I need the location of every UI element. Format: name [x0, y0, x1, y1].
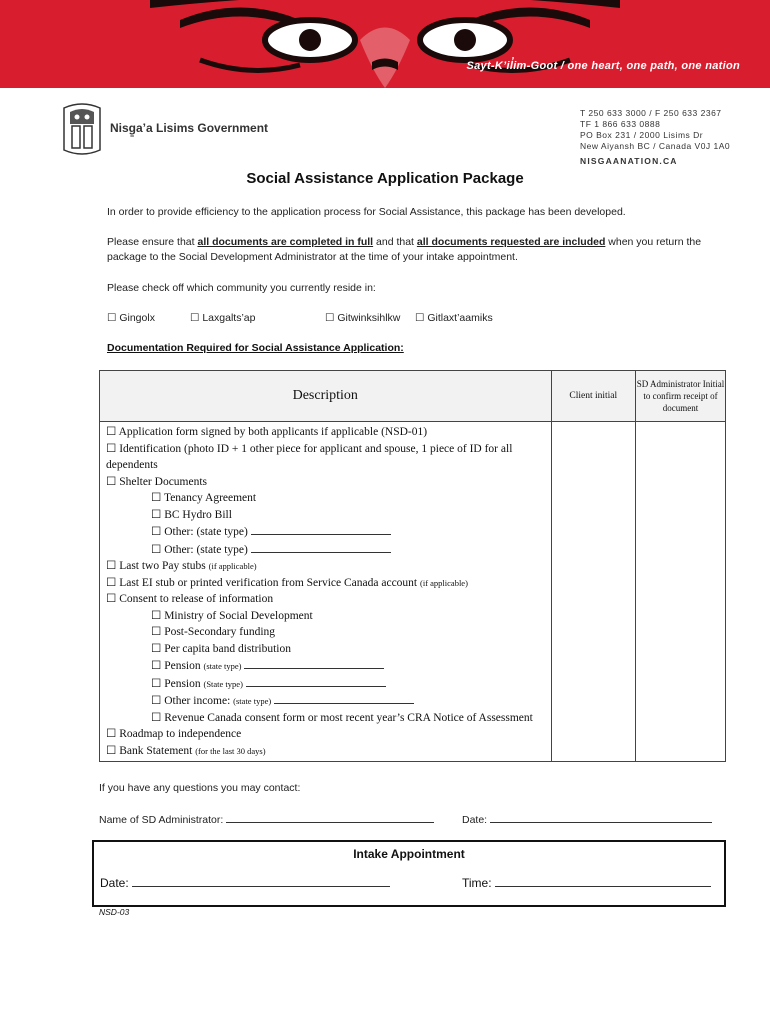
checklist-item[interactable] [106, 474, 545, 491]
form-code: NSD-03 [99, 907, 130, 917]
checklist-item-label: Other: (state type) [164, 543, 248, 556]
checklist-item-label: Ministry of Social Development [164, 609, 313, 622]
community-label: Laxgalts’ap [202, 312, 256, 324]
intro-text: In order to provide efficiency to the application process for Social Assistance, this package has been developed. [107, 206, 626, 218]
checklist-item-label: Other: (state type) [164, 526, 248, 538]
intake-time-line[interactable] [495, 876, 711, 887]
intake-title: Intake Appointment [353, 847, 465, 861]
sd-date-field[interactable] [462, 812, 712, 826]
contact-line: T 250 633 3000 / F 250 633 2367 [580, 108, 722, 118]
ensure-part: Please ensure that [107, 236, 198, 248]
community-prompt: Please check off which community you currently reside in: [107, 282, 376, 294]
contact-line: New Aiyansh BC / Canada V0J 1A0 [580, 141, 731, 151]
table-header-row [100, 371, 726, 422]
fill-in-blank[interactable] [244, 657, 384, 669]
checkbox-icon[interactable]: ☐ [151, 660, 165, 672]
checklist-item[interactable] [106, 558, 545, 575]
checklist-item-label: Identification (photo ID + 1 other piece for applicant and spouse, 1 piece of ID for all dependents [106, 442, 513, 471]
ensure-text [107, 235, 717, 265]
org-name: Nisg̱a’a Lisims Government [110, 121, 269, 135]
questions-text: If you have any questions you may contact: [99, 782, 301, 794]
checkbox-icon[interactable]: ☐ [151, 508, 165, 521]
sd-name-label: Name of SD Administrator: [99, 814, 224, 826]
intake-date-label: Date: [100, 876, 129, 890]
sd-name-line[interactable] [226, 812, 434, 823]
checkbox-icon[interactable]: ☐ [106, 728, 120, 740]
description-cell [100, 422, 552, 762]
checkbox-icon[interactable]: ☐ [151, 626, 165, 638]
checkbox-icon[interactable]: ☐ [151, 711, 165, 724]
checklist-item[interactable] [106, 710, 545, 727]
checklist-item[interactable] [106, 743, 545, 760]
page-title: Social Assistance Application Package [246, 170, 524, 187]
checkbox-icon[interactable]: ☐ [151, 492, 164, 504]
checklist-item-label: Bank Statement [119, 744, 193, 757]
contact-line: PO Box 231 / 2000 Lisims Dr [580, 130, 704, 140]
checkbox-icon[interactable]: ☐ [151, 609, 165, 622]
checklist-item[interactable] [106, 591, 545, 608]
checklist-item[interactable] [106, 424, 545, 441]
checklist-item[interactable] [106, 641, 545, 658]
fill-in-blank[interactable] [251, 541, 391, 553]
tagline: Sayt-K’il̓im-Goot / one heart, one path, one nation [466, 60, 740, 72]
contact-info [580, 108, 730, 167]
checklist-item-label: Revenue Canada consent form or most recent year’s CRA Notice of Assessment [164, 711, 533, 724]
checklist-item-note: (for the last 30 days) [195, 745, 266, 756]
checklist-item-label: Consent to release of information [119, 593, 274, 605]
checklist-item-label: Roadmap to independence [119, 728, 242, 740]
checkbox-icon[interactable]: ☐ [106, 475, 120, 488]
checklist-item[interactable] [106, 608, 545, 625]
sd-date-line[interactable] [490, 812, 712, 823]
community-option[interactable]: ☐ Laxgalts’ap [190, 312, 256, 324]
fill-in-blank[interactable] [246, 675, 386, 687]
fill-in-blank[interactable] [274, 692, 414, 704]
checklist-item[interactable] [106, 692, 545, 710]
checklist-item[interactable] [106, 624, 545, 641]
checklist-item-label: BC Hydro Bill [164, 508, 232, 521]
sd-admin-header: SD Administrator Initial to confirm receipt of document [635, 371, 725, 422]
checkbox-icon[interactable]: ☐ [106, 560, 120, 572]
intake-time-field[interactable] [462, 876, 711, 890]
checklist-item[interactable] [106, 541, 545, 559]
documents-table [99, 370, 726, 762]
checklist-item[interactable] [106, 507, 545, 524]
checklist-item-note: (if applicable) [420, 577, 468, 588]
checklist-item-label: Application form signed by both applicants if applicable (NSD-01) [118, 426, 428, 438]
checkbox-icon[interactable]: ☐ [151, 543, 165, 556]
checklist-item-label: Post-Secondary funding [164, 626, 276, 638]
description-header: Description [100, 371, 552, 422]
ensure-emphasis: all documents requested are included [416, 236, 606, 248]
checklist-item-note: (State type) [203, 678, 243, 689]
checklist-item-label: Pension [164, 677, 201, 690]
checkbox-icon[interactable]: ☐ [151, 526, 165, 538]
contact-line: TF 1 866 633 0888 [580, 119, 661, 129]
intake-time-label: Time: [462, 876, 492, 890]
checkbox-icon[interactable]: ☐ [151, 695, 165, 707]
intake-appointment-box [92, 840, 726, 907]
sd-admin-cell[interactable] [635, 422, 725, 762]
checklist-item-label: Shelter Documents [119, 475, 208, 488]
checklist-item[interactable] [106, 675, 545, 693]
community-option[interactable]: ☐ Gitlaxt’aamiks [415, 312, 493, 324]
checkbox-icon[interactable]: ☐ [151, 642, 165, 655]
checklist-item-label: Pension [164, 660, 201, 672]
checklist-item-label: Per capita band distribution [164, 642, 291, 655]
ensure-part: and that [373, 236, 417, 248]
documentation-heading: Documentation Required for Social Assistance Application: [107, 342, 404, 354]
fill-in-blank[interactable] [251, 523, 391, 535]
checklist-item[interactable] [106, 441, 545, 474]
checkbox-icon[interactable]: ☐ [106, 576, 120, 589]
checkbox-icon[interactable]: ☐ [106, 442, 120, 455]
header-banner [0, 0, 770, 88]
checkbox-icon[interactable]: ☐ [151, 677, 165, 690]
intake-date-field[interactable] [100, 876, 390, 890]
community-label: Gitwinksihlkw [337, 312, 401, 324]
website: NISGAANATION.CA [580, 156, 678, 166]
nisgaa-crest-logo [62, 102, 102, 156]
community-label: Gitlaxt’aamiks [427, 312, 493, 324]
checkbox-icon[interactable]: ☐ [106, 744, 120, 757]
intake-date-line[interactable] [132, 876, 390, 887]
community-option[interactable]: ☐ Gingolx [107, 312, 155, 324]
mask-artwork [0, 0, 770, 88]
sd-date-label: Date: [462, 814, 488, 826]
checkbox-icon[interactable]: ☐ [106, 426, 119, 438]
checklist-item-note: (state type) [203, 661, 242, 671]
table-body-row [100, 422, 726, 762]
checklist-item[interactable] [106, 657, 545, 675]
checklist-item-note: (state type) [233, 696, 272, 706]
ensure-part: when you return the package to the Social Development Administrator at the time of your intake appointment. [107, 236, 702, 263]
checklist-item-label: Other income: [164, 695, 231, 707]
client-initial-cell[interactable] [551, 422, 635, 762]
checklist-item[interactable] [106, 523, 545, 541]
checklist-item-note: (if applicable) [208, 561, 257, 571]
checklist-item-label: Tenancy Agreement [163, 492, 257, 504]
checklist-item[interactable] [106, 490, 545, 507]
sd-name-field[interactable] [99, 812, 434, 826]
ensure-emphasis: all documents are completed in full [197, 236, 374, 248]
checkbox-icon[interactable]: ☐ [106, 593, 120, 605]
checklist-item-label: Last EI stub or printed verification from Service Canada account [119, 576, 418, 589]
checklist-item[interactable] [106, 575, 545, 592]
checklist-item[interactable] [106, 726, 545, 743]
client-initial-header: Client initial [551, 371, 635, 422]
community-option[interactable]: ☐ Gitwinksihlkw [325, 312, 401, 324]
checklist-item-label: Last two Pay stubs [119, 560, 206, 572]
community-label: Gingolx [119, 312, 155, 324]
